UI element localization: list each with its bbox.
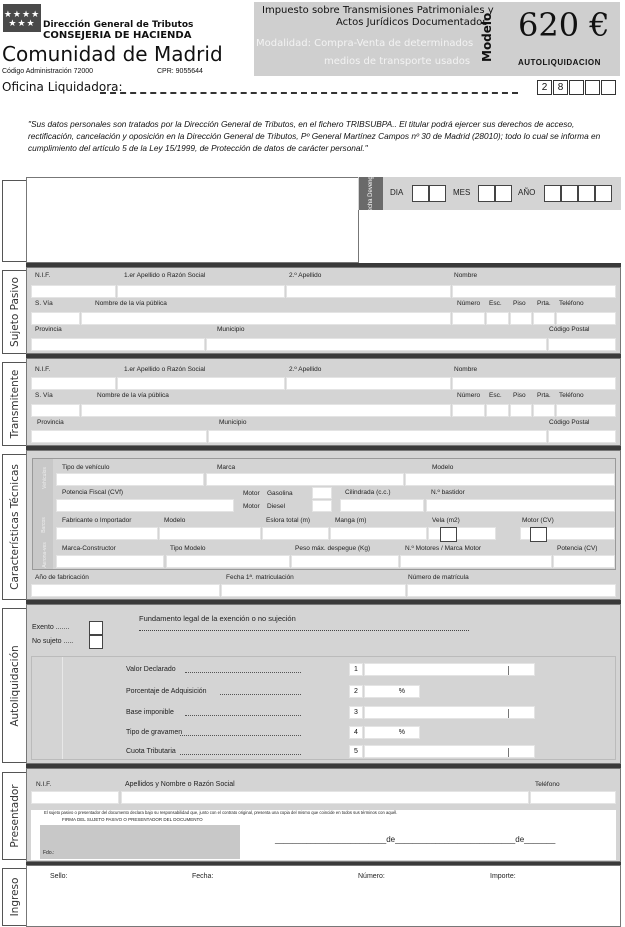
direccion-general: Dirección General de Tributos bbox=[43, 20, 194, 30]
fecha-devengo-label: Fecha Devengo bbox=[359, 177, 383, 210]
sp-piso-label: Piso bbox=[513, 300, 526, 307]
tr-apellido1-field[interactable] bbox=[117, 377, 285, 390]
marca-constructor-label: Marca-Constructor bbox=[62, 545, 116, 552]
modelo-field[interactable] bbox=[405, 473, 615, 486]
motor-cv-checkbox[interactable] bbox=[530, 527, 547, 542]
sp-apellido1-label: 1.er Apellido o Razón Social bbox=[124, 272, 206, 279]
tr-apellido2-label: 2.º Apellido bbox=[289, 366, 322, 373]
side-vehiculos: Vehículos bbox=[41, 467, 48, 489]
autoliquidacion-label: AUTOLIQUIDACION bbox=[518, 58, 601, 67]
fundamento-field[interactable] bbox=[139, 630, 469, 631]
motor-gasolina-label: Motor bbox=[243, 490, 260, 497]
sp-cp-field[interactable] bbox=[548, 338, 616, 351]
fabricante-label: Fabricante o Importador bbox=[62, 517, 132, 524]
anio-label: AÑO bbox=[518, 188, 536, 197]
fecha-matriculacion-label: Fecha 1ª. matriculación bbox=[226, 574, 294, 581]
sp-nombre-label: Nombre bbox=[454, 272, 478, 279]
sp-apellido2-label: 2.º Apellido bbox=[289, 272, 322, 279]
mes-label: MES bbox=[453, 188, 471, 197]
anio-fabricacion-field[interactable] bbox=[31, 584, 220, 597]
side-barcos: Barcos bbox=[40, 517, 47, 533]
anio-fabricacion-label: Año de fabricación bbox=[35, 574, 89, 581]
decimal-separator bbox=[508, 666, 509, 675]
sp-prta-label: Prta. bbox=[537, 300, 551, 307]
importe-label: Importe: bbox=[490, 873, 516, 880]
modalidad-line1: Modalidad: Compra-Venta de determinados bbox=[256, 38, 474, 49]
calc-row-leader bbox=[185, 672, 301, 673]
exento-checkbox[interactable] bbox=[89, 621, 103, 635]
anio-box-3[interactable] bbox=[578, 185, 595, 202]
tr-cp-label: Código Postal bbox=[549, 419, 590, 426]
calc-row-number: 1 bbox=[349, 663, 363, 676]
mes-box-2[interactable] bbox=[495, 185, 512, 202]
modelo-number: 620 € bbox=[518, 6, 610, 44]
cilindrada-field[interactable] bbox=[340, 499, 424, 512]
manga-label: Manga (m) bbox=[335, 517, 367, 524]
tr-prta-field[interactable] bbox=[533, 404, 555, 417]
tab-ingreso: Ingreso bbox=[2, 868, 26, 926]
sp-provincia-field[interactable] bbox=[31, 338, 205, 351]
code-box[interactable] bbox=[585, 80, 600, 95]
diesel-label: Diesel bbox=[267, 503, 286, 510]
sp-municipio-label: Municipio bbox=[217, 326, 245, 333]
tab-transmitente: Transmitente bbox=[2, 362, 26, 446]
pr-nombre-label: Apellidos y Nombre o Razón Social bbox=[125, 781, 235, 788]
legal-notice: "Sus datos personales son tratados por la Dirección General de Tributos, en el fichero TRIBSUBPA.. El titular podrá ejercer sus derechos de acceso, rectificación, cancelación y oposición en la Dirección General de Tributos, Pº General Martínez Campos nº 30 de Madrid (28010); todo lo cual se informa en cumplimiento del artículo 5 de la Ley 15/1999, de Protección de datos de carácter personal." bbox=[28, 119, 601, 153]
diesel-checkbox[interactable] bbox=[312, 500, 332, 512]
tab-caracteristicas: Características Técnicas bbox=[2, 454, 26, 600]
marca-label: Marca bbox=[217, 464, 236, 471]
calc-row-number: 3 bbox=[349, 706, 363, 719]
anio-box-2[interactable] bbox=[561, 185, 578, 202]
modelo-barco-label: Modelo bbox=[164, 517, 186, 524]
tr-nombre-field[interactable] bbox=[452, 377, 616, 390]
oficina-liquidadora-field[interactable] bbox=[100, 92, 518, 94]
tr-piso-label: Piso bbox=[513, 392, 526, 399]
sello-label: Sello: bbox=[50, 873, 68, 880]
tr-svia-field[interactable] bbox=[31, 404, 80, 417]
sp-telefono-label: Teléfono bbox=[559, 300, 584, 307]
calc-row-field[interactable]: % bbox=[364, 685, 420, 698]
tr-telefono-field[interactable] bbox=[556, 404, 616, 417]
pr-nif-field[interactable] bbox=[31, 791, 119, 804]
cpr: CPR: 9055644 bbox=[157, 68, 203, 75]
impuesto-line1: Impuesto sobre Transmisiones Patrimoniales y bbox=[262, 5, 494, 16]
sp-via-label: Nombre de la vía pública bbox=[95, 300, 167, 307]
sp-piso-field[interactable] bbox=[510, 312, 532, 325]
modelo-label: Modelo bbox=[480, 12, 494, 62]
sp-esc-field[interactable] bbox=[486, 312, 509, 325]
fundamento-label: Fundamento legal de la exención o no sujeción bbox=[139, 614, 296, 623]
sp-via-field[interactable] bbox=[81, 312, 451, 325]
tipo-vehiculo-field[interactable] bbox=[56, 473, 204, 486]
firma-box[interactable] bbox=[40, 825, 240, 859]
manga-field[interactable] bbox=[330, 527, 427, 540]
numero-matricula-field[interactable] bbox=[407, 584, 616, 597]
sp-svia-label: S. Vía bbox=[35, 300, 53, 307]
tr-esc-field[interactable] bbox=[486, 404, 509, 417]
fecha-matriculacion-field[interactable] bbox=[221, 584, 406, 597]
tab-sujeto-pasivo: Sujeto Pasivo bbox=[2, 270, 26, 354]
tr-numero-field[interactable] bbox=[452, 404, 485, 417]
impuesto-line2: Actos Jurídicos Documentados bbox=[336, 17, 488, 28]
calc-row-label: Valor Declarado bbox=[126, 666, 176, 673]
sp-apellido1-field[interactable] bbox=[117, 285, 285, 298]
pr-nif-label: N.I.F. bbox=[36, 781, 52, 788]
calc-divider bbox=[62, 657, 63, 759]
peso-field[interactable] bbox=[291, 555, 399, 568]
bastidor-label: N.º bastidor bbox=[431, 489, 465, 496]
sp-prta-field[interactable] bbox=[533, 312, 555, 325]
sp-nif-field[interactable] bbox=[31, 285, 116, 298]
tr-esc-label: Esc. bbox=[489, 392, 502, 399]
numero-matricula-label: Número de matrícula bbox=[408, 574, 469, 581]
code-boxes bbox=[537, 80, 616, 95]
tr-via-label: Nombre de la vía pública bbox=[97, 392, 169, 399]
motor-diesel-label: Motor bbox=[243, 503, 260, 510]
sp-telefono-field[interactable] bbox=[556, 312, 616, 325]
calc-row-field[interactable] bbox=[364, 745, 535, 758]
gasolina-checkbox[interactable] bbox=[312, 487, 332, 499]
bastidor-field[interactable] bbox=[426, 499, 615, 512]
code-box[interactable] bbox=[601, 80, 616, 95]
sp-cp-label: Código Postal bbox=[549, 326, 590, 333]
no-sujeto-checkbox[interactable] bbox=[89, 635, 103, 649]
modalidad-line2: medios de transporte usados bbox=[324, 56, 471, 67]
calc-row-label: Base imponible bbox=[126, 709, 174, 716]
firma-label: FIRMA DEL SUJETO PASIVO O PRESENTADOR DEL DOCUMENTO bbox=[62, 817, 203, 822]
side-aeronaves: Aerona-ves bbox=[41, 542, 48, 568]
sp-municipio-field[interactable] bbox=[206, 338, 547, 351]
gasolina-label: Gasolina bbox=[267, 490, 293, 497]
calc-row-label: Porcentaje de Adquisición bbox=[126, 688, 207, 695]
calc-row-field[interactable] bbox=[364, 663, 535, 676]
sp-svia-field[interactable] bbox=[31, 312, 80, 325]
vela-label: Vela (m2) bbox=[432, 517, 460, 524]
no-sujeto-label: No sujeto ..... bbox=[32, 638, 74, 645]
tipo-modelo-label: Tipo Modelo bbox=[170, 545, 206, 552]
n-motores-field[interactable] bbox=[400, 555, 552, 568]
code-box[interactable]: 2 bbox=[537, 80, 552, 95]
tr-provincia-field[interactable] bbox=[31, 430, 207, 443]
sp-provincia-label: Provincia bbox=[35, 326, 62, 333]
potencia-cv-label: Potencia (CV) bbox=[557, 545, 598, 552]
tr-piso-field[interactable] bbox=[510, 404, 532, 417]
calc-row-leader bbox=[185, 715, 301, 716]
code-box[interactable]: 8 bbox=[553, 80, 568, 95]
calc-row-label: Cuota Tributaria bbox=[126, 748, 176, 755]
cilindrada-label: Cilindrada (c.c.) bbox=[345, 489, 391, 496]
codigo-administracion: Código Administración 72000 bbox=[2, 68, 94, 75]
tr-via-field[interactable] bbox=[81, 404, 451, 417]
fdo-label: Fdo.: bbox=[43, 850, 55, 856]
ingreso-section bbox=[26, 865, 621, 927]
calc-row-field[interactable]: % bbox=[364, 726, 420, 739]
tab-autoliquidacion: Autoliquidación bbox=[2, 608, 26, 763]
marca-field[interactable] bbox=[206, 473, 404, 486]
anio-box-1[interactable] bbox=[544, 185, 561, 202]
calc-row-field[interactable] bbox=[364, 706, 535, 719]
exento-label: Exento ....... bbox=[32, 624, 70, 631]
marca-constructor-field[interactable] bbox=[56, 555, 164, 568]
fabricante-field[interactable] bbox=[56, 527, 158, 540]
tr-cp-field[interactable] bbox=[548, 430, 616, 443]
calc-row-leader bbox=[180, 754, 301, 755]
anio-box-4[interactable] bbox=[595, 185, 612, 202]
sp-esc-label: Esc. bbox=[489, 300, 502, 307]
tr-nif-field[interactable] bbox=[31, 377, 116, 390]
pr-telefono-label: Teléfono bbox=[535, 781, 560, 788]
calc-row-number: 5 bbox=[349, 745, 363, 758]
n-motores-label: N.º Motores / Marca Motor bbox=[405, 545, 482, 552]
declaracion-text: El sujeto pasivo o presentador del documento declara bajo su responsabilidad que, junto con el contrato original, presenta una copia del mismo que coincide en todos sus términos con aquél. bbox=[44, 810, 398, 815]
numero-label: Número: bbox=[358, 873, 385, 880]
calc-row-number: 2 bbox=[349, 685, 363, 698]
consejeria: CONSEJERIA DE HACIENDA bbox=[43, 30, 192, 41]
sp-numero-field[interactable] bbox=[452, 312, 485, 325]
fecha-label: Fecha: bbox=[192, 873, 214, 880]
calc-row-number: 4 bbox=[349, 726, 363, 739]
tr-nombre-label: Nombre bbox=[454, 366, 478, 373]
eslora-label: Eslora total (m) bbox=[266, 517, 311, 524]
sp-nif-label: N.I.F. bbox=[35, 272, 51, 279]
stars-icon: ★★★★ ★★★ bbox=[3, 9, 41, 28]
potencia-cv-field[interactable] bbox=[553, 555, 615, 568]
tr-provincia-label: Provincia bbox=[37, 419, 64, 426]
tr-apellido2-field[interactable] bbox=[286, 377, 451, 390]
modelo-barco-field[interactable] bbox=[159, 527, 261, 540]
tr-numero-label: Número bbox=[457, 392, 481, 399]
potencia-fiscal-label: Potencia Fiscal (CVf) bbox=[62, 489, 124, 496]
pr-nombre-field[interactable] bbox=[121, 791, 529, 804]
dia-box-2[interactable] bbox=[429, 185, 446, 202]
tr-apellido1-label: 1.er Apellido o Razón Social bbox=[124, 366, 206, 373]
tr-municipio-field[interactable] bbox=[208, 430, 547, 443]
tipo-vehiculo-label: Tipo de vehículo bbox=[62, 464, 110, 471]
tr-municipio-label: Municipio bbox=[219, 419, 247, 426]
modelo-label: Modelo bbox=[432, 464, 454, 471]
code-box[interactable] bbox=[569, 80, 584, 95]
vela-checkbox[interactable] bbox=[440, 527, 457, 542]
dia-box-1[interactable] bbox=[412, 185, 429, 202]
vela-field[interactable] bbox=[428, 527, 496, 540]
comunidad-title: Comunidad de Madrid bbox=[2, 42, 223, 66]
tr-prta-label: Prta. bbox=[537, 392, 551, 399]
mes-box-1[interactable] bbox=[478, 185, 495, 202]
sp-apellido2-field[interactable] bbox=[286, 285, 451, 298]
tr-nif-label: N.I.F. bbox=[35, 366, 51, 373]
blank-tab bbox=[2, 180, 26, 262]
pr-telefono-field[interactable] bbox=[530, 791, 616, 804]
calc-row-leader bbox=[180, 735, 301, 736]
sp-numero-label: Número bbox=[457, 300, 481, 307]
decimal-separator bbox=[508, 709, 509, 718]
sp-nombre-field[interactable] bbox=[452, 285, 616, 298]
potencia-fiscal-field[interactable] bbox=[56, 499, 234, 512]
motor-cv-label: Motor (CV) bbox=[522, 517, 554, 524]
tab-presentador: Presentador bbox=[2, 772, 26, 860]
oficina-liquidadora-label: Oficina Liquidadora: bbox=[2, 80, 123, 94]
comunidad-madrid-logo bbox=[3, 4, 41, 32]
tr-svia-label: S. Vía bbox=[35, 392, 53, 399]
peso-label: Peso máx. despegue (Kg) bbox=[295, 545, 371, 552]
dia-label: DIA bbox=[390, 188, 404, 197]
calc-row-label: Tipo de gravamen bbox=[126, 729, 183, 736]
tr-telefono-label: Teléfono bbox=[559, 392, 584, 399]
calc-row-leader bbox=[220, 694, 301, 695]
decimal-separator bbox=[508, 748, 509, 757]
tipo-modelo-field[interactable] bbox=[166, 555, 290, 568]
eslora-field[interactable] bbox=[262, 527, 329, 540]
lugar-fecha-line[interactable]: _________________________de___________________________de_______ bbox=[275, 835, 556, 844]
